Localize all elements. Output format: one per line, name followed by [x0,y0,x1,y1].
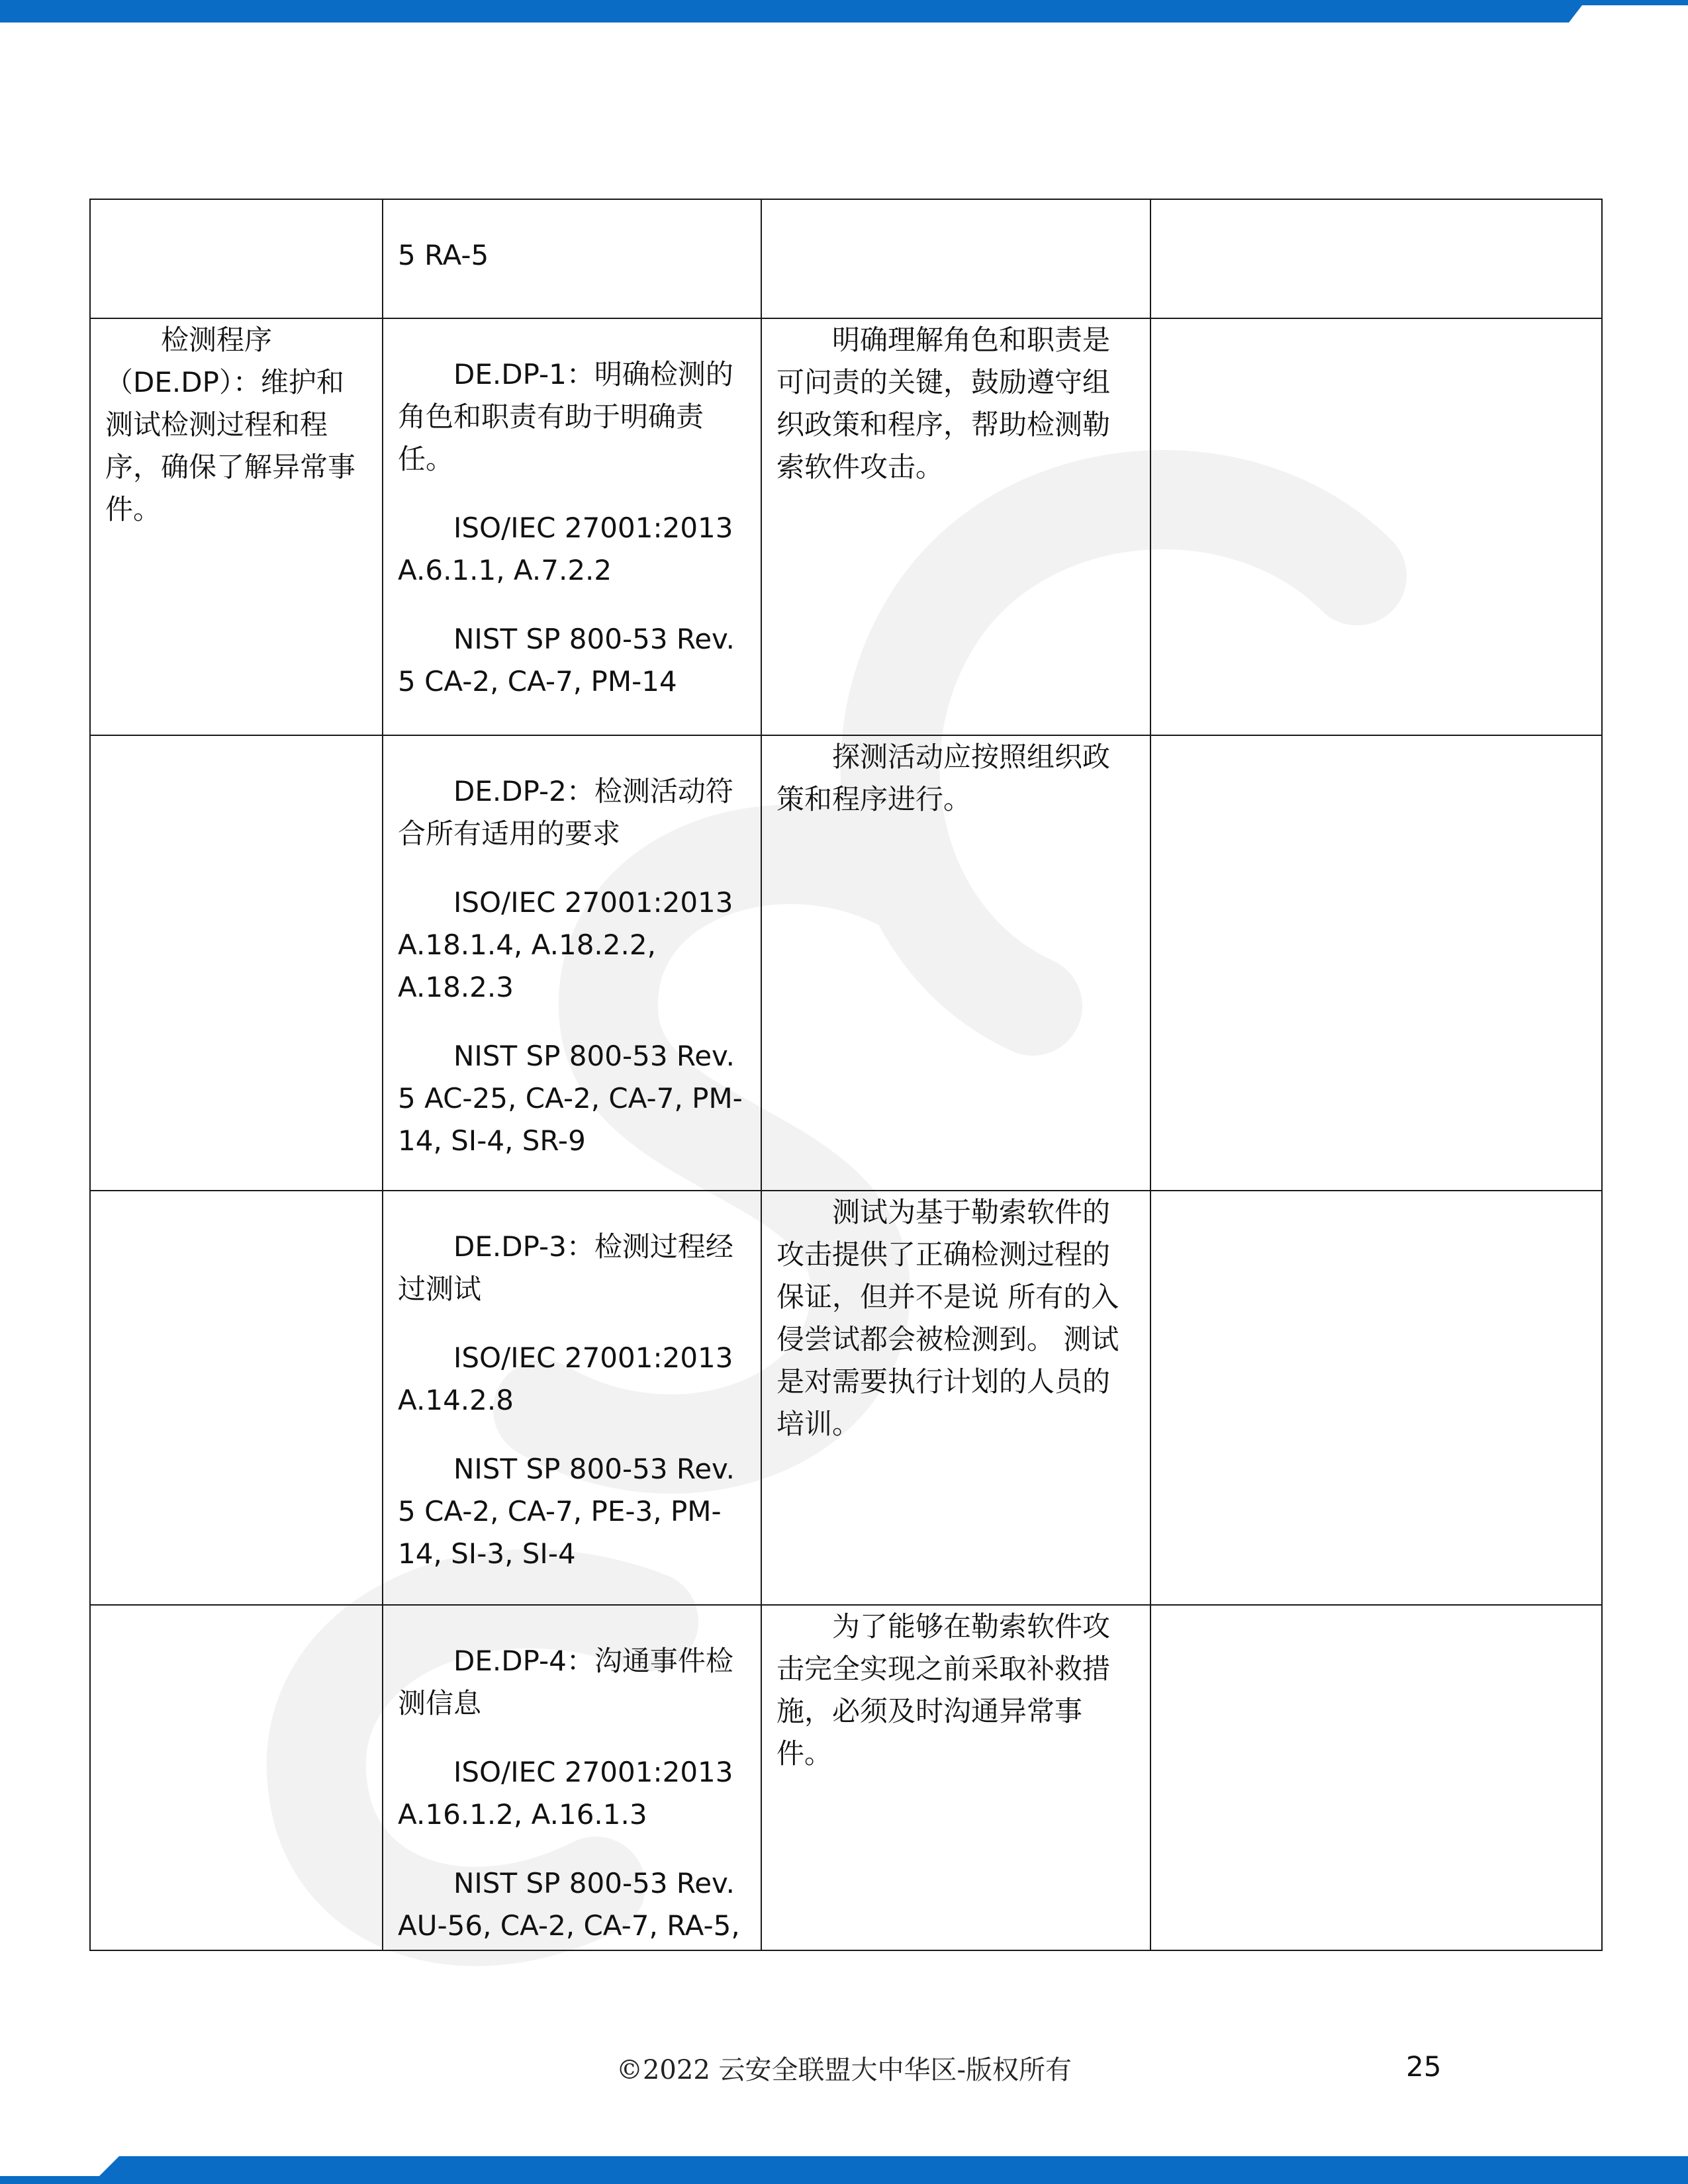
notes-cell [1150,1191,1602,1605]
iso-reference: ISO/IEC 27001:2013 A.16.1.2, A.16.1.3 [398,1756,733,1831]
footer-band-shape [0,2156,1688,2184]
nist-reference: NIST SP 800-53 Rev. 5 CA-2, CA-7, PE-3, PM-14, SI-3, SI-4 [398,1453,735,1570]
guidance-text: 明确理解角色和职责是可问责的关键，鼓励遵守组织政策和程序，帮助检测勒索软件攻击。 [776,324,1111,483]
guidance-cell [761,1191,1150,1605]
page-number: 25 [1406,2050,1442,2083]
nist-reference: NIST SP 800-53 Rev. 5 CA-2, CA-7, PM-14 [398,623,735,698]
table-row [90,735,1602,1191]
iso-reference: ISO/IEC 27001:2013 A.6.1.1, A.7.2.2 [398,512,733,586]
notes-cell [1150,199,1602,318]
subcategory-text: DE.DP-4：沟通事件检测信息 [398,1645,733,1719]
reference-cell [383,735,761,1191]
notes-cell [1150,1605,1602,1950]
table-row [90,199,1602,318]
subcategory-text: DE.DP-1：明确检测的角色和职责有助于明确责任。 [398,358,733,475]
guidance-cell [761,1605,1150,1950]
category-cell [90,1605,383,1950]
reference-cell [383,1191,761,1605]
iso-reference: ISO/IEC 27001:2013 A.14.2.8 [398,1342,733,1416]
guidance-cell [761,318,1150,735]
footer-band [0,2156,1688,2184]
table-row [90,1191,1602,1605]
nist-reference: NIST SP 800-53 Rev. AU-56, CA-2, CA-7, RA-5, [398,1867,740,1942]
subcategory-text: DE.DP-2：检测活动符合所有适用的要求 [398,775,733,850]
reference-cell [383,1605,761,1950]
guidance-cell [761,735,1150,1191]
reference-cell [383,318,761,735]
iso-reference: ISO/IEC 27001:2013 A.18.1.4, A.18.2.2, A.18.2.3 [398,886,733,1003]
notes-cell [1150,318,1602,735]
table-row [90,1605,1602,1950]
category-cell [90,318,383,735]
guidance-cell [761,199,1150,318]
guidance-text: 探测活动应按照组织政策和程序进行。 [776,741,1111,815]
nist-reference: NIST SP 800-53 Rev. 5 AC-25, CA-2, CA-7, PM-14, SI-4, SR-9 [398,1040,743,1157]
header-band [0,0,1688,23]
control-mapping-table [89,199,1603,1951]
subcategory-text: DE.DP-3：检测过程经过测试 [398,1230,733,1305]
copyright-footer: ©2022 云安全联盟大中华区-版权所有 [616,2055,1072,2085]
guidance-text: 测试为基于勒索软件的攻击提供了正确检测过程的保证，但并不是说 所有的入侵尝试都会被检测到。 测试是对需要执行计划的人员的培训。 [776,1196,1119,1440]
header-band-shape [0,0,1688,23]
table-row [90,318,1602,735]
notes-cell [1150,735,1602,1191]
reference-cell [383,199,761,318]
category-cell [90,1191,383,1605]
category-cell [90,199,383,318]
guidance-text: 为了能够在勒索软件攻击完全实现之前采取补救措施，必须及时沟通异常事件。 [776,1610,1111,1770]
reference-text: 5 RA-5 [398,239,489,271]
category-text: 检测程序（DE.DP）：维护和测试检测过程和程序，确保了解异常事件。 [105,324,356,525]
category-cell [90,735,383,1191]
